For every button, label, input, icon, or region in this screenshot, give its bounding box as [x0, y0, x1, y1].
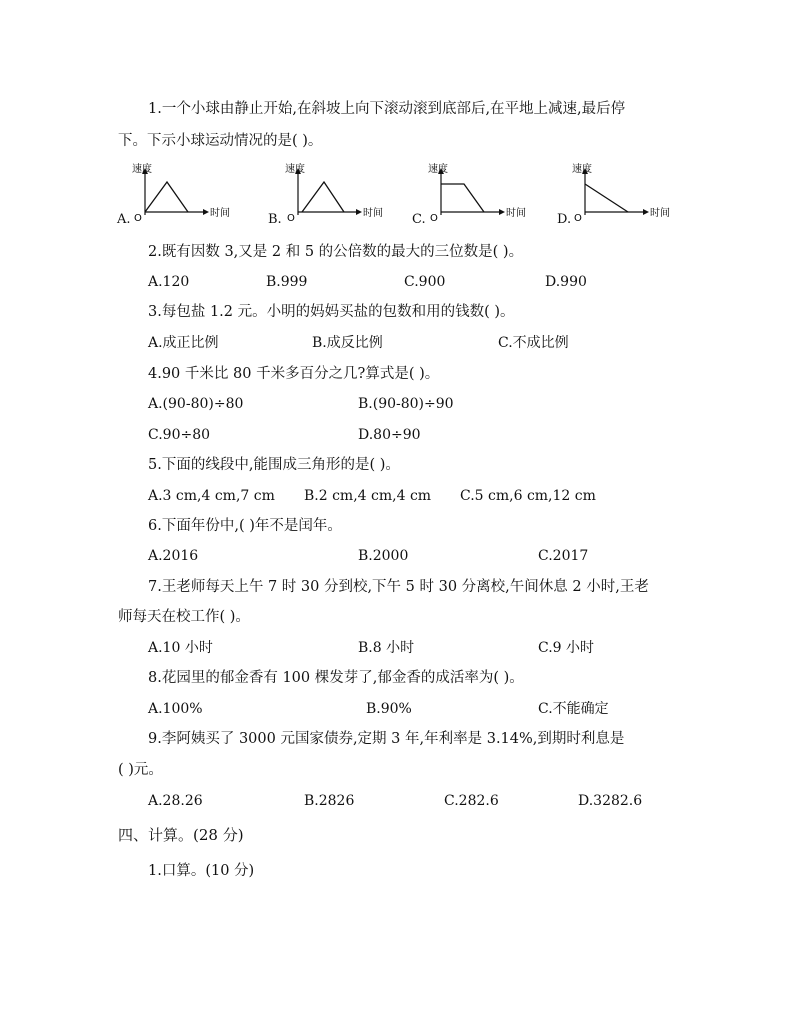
question-2-option-c: C.900: [404, 274, 446, 290]
question-4-stem: 4.90 千米比 80 千米多百分之几?算式是( )。: [148, 366, 440, 382]
question-8-stem: 8.花园里的郁金香有 100 棵发芽了,郁金香的成活率为( )。: [148, 670, 524, 686]
graph-c-xlabel: 时间: [506, 208, 526, 219]
graph-a-xlabel: 时间: [210, 208, 230, 219]
graph-d-origin: O: [574, 213, 582, 224]
question-7-option-c: C.9 小时: [538, 640, 595, 656]
graph-b-ylabel: 速度: [285, 164, 305, 175]
section-4-title: 四、计算。(28 分): [118, 826, 244, 844]
question-5-option-a: A.3 cm,4 cm,7 cm: [148, 488, 275, 504]
question-3-option-a: A.成正比例: [148, 335, 219, 351]
question-9-stem-line1: 9.李阿姨买了 3000 元国家债券,定期 3 年,年利率是 3.14%,到期时利息是: [148, 731, 625, 747]
question-2-option-d: D.990: [545, 274, 587, 290]
section-4-sub1: 1.口算。(10 分): [148, 863, 255, 879]
graph-a-svg: [130, 160, 260, 230]
graph-b: [283, 160, 413, 230]
graph-d-letter: D.: [557, 212, 572, 227]
question-7-stem-line1: 7.王老师每天上午 7 时 30 分到校,下午 5 时 30 分离校,午间休息 2 小时,王老: [148, 579, 649, 595]
question-5-option-b: B.2 cm,4 cm,4 cm: [304, 488, 432, 504]
question-9-option-a: A.28.26: [148, 793, 203, 809]
question-2-option-a: A.120: [148, 274, 190, 290]
graph-d-xlabel: 时间: [650, 208, 670, 219]
graph-a: [130, 160, 260, 230]
question-6-option-b: B.2000: [358, 548, 409, 564]
question-1-stem-line1: 1.一个小球由静止开始,在斜坡上向下滚动滚到底部后,在平地上减速,最后停: [148, 101, 626, 117]
question-7-stem-line2: 师每天在校工作( )。: [118, 609, 250, 625]
graph-c: [426, 160, 556, 230]
question-8-option-a: A.100%: [148, 701, 203, 717]
question-5-stem: 5.下面的线段中,能围成三角形的是( )。: [148, 457, 400, 473]
question-8-option-c: C.不能确定: [538, 701, 609, 717]
question-3-stem: 3.每包盐 1.2 元。小明的妈妈买盐的包数和用的钱数( )。: [148, 304, 515, 320]
graph-b-curve: [302, 182, 344, 212]
question-2-stem: 2.既有因数 3,又是 2 和 5 的公倍数的最大的三位数是( )。: [148, 244, 524, 260]
question-1-stem-line2: 下。下示小球运动情况的是( )。: [118, 133, 323, 149]
question-6-stem: 6.下面年份中,( )年不是闰年。: [148, 518, 342, 534]
graph-c-svg: [426, 160, 556, 230]
graph-a-curve: [145, 182, 188, 212]
graph-a-ylabel: 速度: [132, 164, 152, 175]
graph-c-origin: O: [430, 213, 438, 224]
graph-a-letter: A.: [117, 212, 131, 227]
question-4-option-b: B.(90-80)÷90: [358, 396, 454, 412]
graph-d-ylabel: 速度: [572, 164, 592, 175]
question-7-option-b: B.8 小时: [358, 640, 415, 656]
question-3-option-c: C.不成比例: [498, 335, 569, 351]
question-5-option-c: C.5 cm,6 cm,12 cm: [460, 488, 596, 504]
question-4-option-d: D.80÷90: [358, 427, 421, 443]
question-9-option-c: C.282.6: [444, 793, 499, 809]
question-9-option-b: B.2826: [304, 793, 355, 809]
graph-d: [570, 160, 700, 230]
graph-b-origin: O: [287, 213, 295, 224]
graph-a-origin: O: [134, 213, 142, 224]
graph-c-ylabel: 速度: [428, 164, 448, 175]
graph-c-letter: C.: [412, 212, 426, 227]
question-3-option-b: B.成反比例: [312, 335, 383, 351]
question-6-option-c: C.2017: [538, 548, 589, 564]
graph-b-svg: [283, 160, 413, 230]
graph-c-curve: [441, 184, 484, 212]
graph-b-letter: B.: [268, 212, 282, 227]
question-7-option-a: A.10 小时: [148, 640, 213, 656]
graph-d-svg: [570, 160, 700, 230]
question-8-option-b: B.90%: [366, 701, 412, 717]
question-2-option-b: B.999: [266, 274, 308, 290]
graph-d-curve: [585, 184, 628, 212]
question-6-option-a: A.2016: [148, 548, 199, 564]
question-9-stem-line2: ( )元。: [118, 762, 163, 778]
question-9-option-d: D.3282.6: [578, 793, 643, 809]
question-4-option-a: A.(90-80)÷80: [148, 396, 244, 412]
graph-b-xlabel: 时间: [363, 208, 383, 219]
question-4-option-c: C.90÷80: [148, 427, 211, 443]
